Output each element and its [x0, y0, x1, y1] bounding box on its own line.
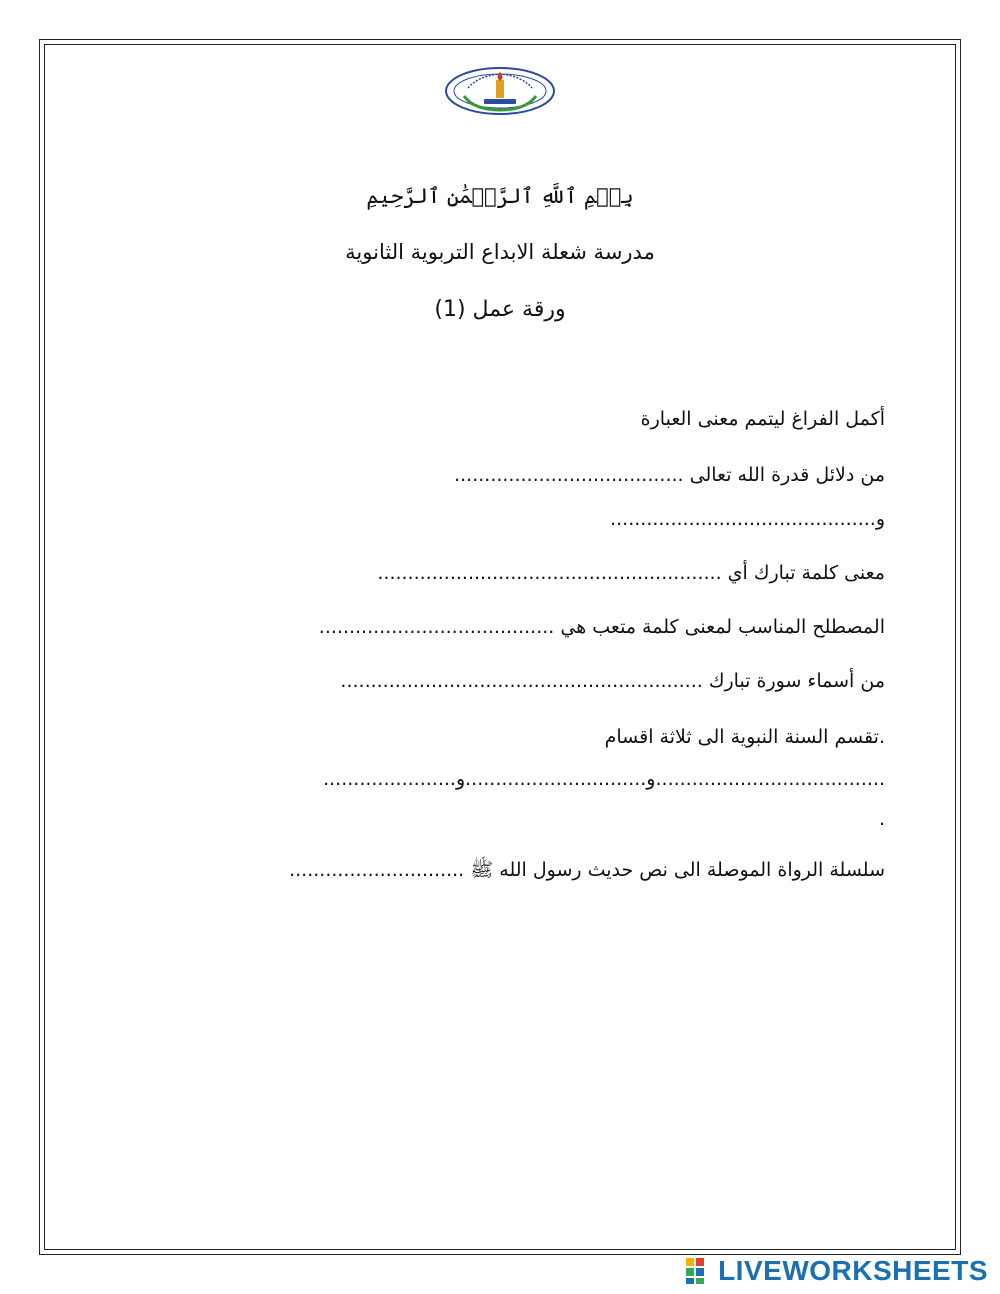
worksheet-title: ورقة عمل (1)	[434, 297, 566, 322]
liveworksheets-logo-icon	[686, 1258, 714, 1284]
liveworksheets-wordmark: LIVEWORKSHEETS	[718, 1255, 988, 1286]
question-5-line-1: .تقسم السنة النبوية الى ثلاثة اقسام	[604, 726, 885, 748]
school-name: مدرسة شعلة الابداع التربوية الثانوية	[345, 240, 655, 264]
liveworksheets-brand	[686, 1256, 988, 1286]
question-1-line-1: من دلائل قدرة الله تعالى ......................................	[454, 464, 885, 486]
question-3: المصطلح المناسب لمعنى كلمة متعب هي .......................................	[318, 616, 885, 638]
page-border-inner	[44, 44, 956, 1250]
school-logo	[444, 66, 556, 116]
question-5-line-2: ......................................و..............................و......................	[323, 768, 885, 790]
question-1-line-2: و............................................	[610, 508, 885, 530]
question-4: من أسماء سورة تبارك ............................................................	[340, 670, 885, 692]
question-5-line-3: .	[878, 808, 885, 830]
basmala: بِسۡمِ ٱللَّهِ ٱلرَّحۡمَٰنِ ٱلرَّحِيمِ	[366, 184, 634, 208]
instruction-text: أكمل الفراغ ليتمم معنى العبارة	[640, 408, 885, 430]
question-2: معنى كلمة تبارك أي .........................................................	[377, 562, 885, 584]
question-6: سلسلة الرواة الموصلة الى نص حديث رسول الله ﷺ .............................	[289, 859, 885, 881]
